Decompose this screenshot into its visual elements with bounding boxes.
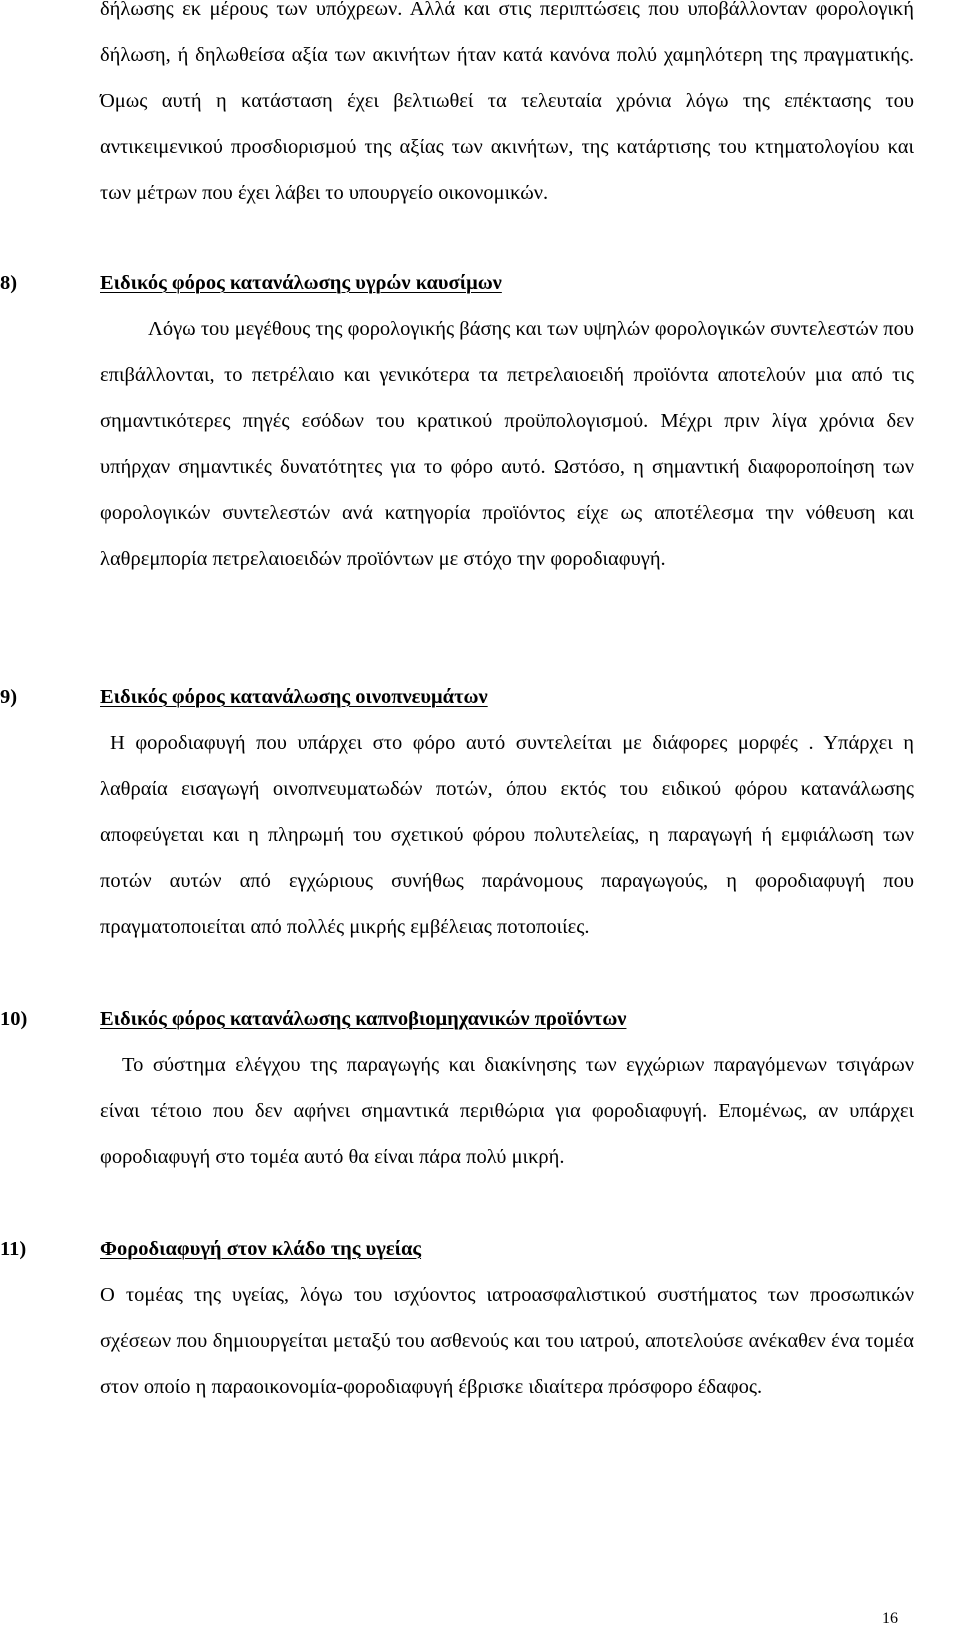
- section-title: Ειδικός φόρος κατανάλωσης οινοπνευμάτων: [100, 686, 488, 708]
- section-heading-10: [0, 996, 960, 1042]
- section-body-10: Το σύστημα ελέγχου της παραγωγής και διακίνησης των εγχώριων παραγόμενων τσιγάρων είναι τέτοιο που δεν αφήνει σημαντικά περιθώρια για φοροδιαφυγή. Επομένως, αν υπάρχει φοροδιαφυγή στο τομέα αυτό θα είναι πάρα πολύ μικρή.: [100, 1054, 914, 1168]
- section-title: Φοροδιαφυγή στον κλάδο της υγείας: [100, 1238, 422, 1260]
- section-body-11: Ο τομέας της υγείας, λόγω του ισχύοντος ιατροασφαλιστικού συστήματος των προσωπικών σχέσεων που δημιουργείται μεταξύ του ασθενούς και του ιατρού, αποτελούσε ανέκαθεν ένα τομέα στον οποίο η παραοικονομία-φοροδιαφυγή έβρισκε ιδιαίτερα πρόσφορο έδαφος.: [100, 1284, 914, 1398]
- section-number: 9): [0, 686, 18, 708]
- page-number: 16: [882, 1610, 898, 1627]
- section-heading-11: [0, 1226, 960, 1272]
- section-body-8: Λόγω του μεγέθους της φορολογικής βάσης και των υψηλών φορολογικών συντελεστών που επιβάλλονται, το πετρέλαιο και γενικότερα τα πετρελαιοειδή προϊόντα αποτελούν μια από τις σημαντικότερες πηγές εσόδων του κρατικού προϋπολογισμού. Μέχρι πριν λίγα χρόνια δεν υπήρχαν σημαντικές δυνατότητες για το φόρο αυτό. Ωστόσο, η σημαντική διαφοροποίηση των φορολογικών συντελεστών ανά κατηγορία προϊόντος είχε ως αποτέλεσμα την νόθευση και λαθρεμπορία πετρελαιοειδών προϊόντων με στόχο την φοροδιαφυγή.: [100, 318, 914, 570]
- section-body-9: Η φοροδιαφυγή που υπάρχει στο φόρο αυτό συντελείται με διάφορες μορφές . Υπάρχει η λαθραία εισαγωγή οινοπνευματωδών ποτών, όπου εκτός του ειδικού φόρου κατανάλωσης αποφεύγεται και η πληρωμή του σχετικού φόρου πολυτελείας, η παραγωγή ή εμφιάλωση των ποτών αυτών από εγχώριους συνήθως παράνομους παραγωγούς, η φοροδιαφυγή που πραγματοποιείται από πολλές μικρής εμβέλειας ποτοποιίες.: [100, 732, 914, 938]
- section-number: 8): [0, 272, 18, 294]
- intro-paragraph: δήλωσης εκ μέρους των υπόχρεων. Αλλά και στις περιπτώσεις που υποβάλλονταν φορολογική δήλωση, ή δηλωθείσα αξία των ακινήτων ήταν κατά κανόνα πολύ χαμηλότερη της πραγματικής. Όμως αυτή η κατάσταση έχει βελτιωθεί τα τελευταία χρόνια λόγω της επέκτασης του αντικειμενικού προσδιορισμού της αξίας των ακινήτων, της κατάρτισης του κτηματολογίου και των μέτρων που έχει λάβει το υπουργείο οικονομικών.: [100, 0, 914, 204]
- section-title: Ειδικός φόρος κατανάλωσης καπνοβιομηχανικών προϊόντων: [100, 1008, 627, 1030]
- section-number: 11): [0, 1238, 27, 1260]
- section-heading-8: [0, 260, 960, 306]
- section-title: Ειδικός φόρος κατανάλωσης υγρών καυσίμων: [100, 272, 502, 294]
- section-number: 10): [0, 1008, 28, 1030]
- section-heading-9: [0, 674, 960, 720]
